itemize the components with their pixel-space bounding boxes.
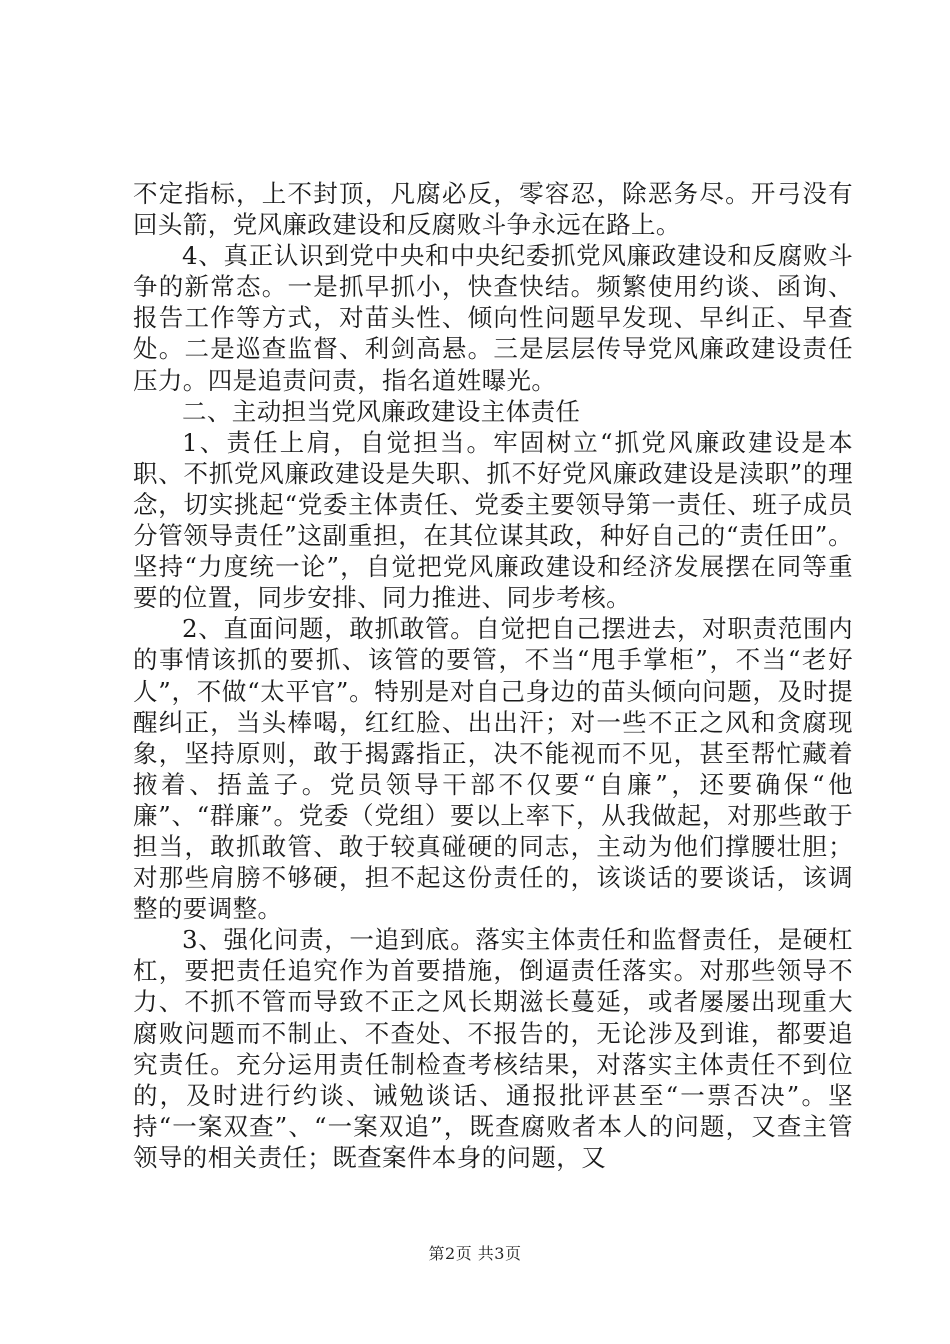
paragraph-item-1: 1、责任上肩，自觉担当。牢固树立“抓党风廉政建设是本职、不抓党风廉政建设是失职、抓不好党风廉政建设是渎职”的理念，切实挑起“党委主体责任、党委主要领导第一责任、班子成员分管领导责任”这副重担，在其位谋其政，种好自己的“责任田”。坚持“力度统一论”，自觉把党风廉政建设和经济发展摆在同等重要的位置，同步安排、同力推进、同步考核。: [133, 427, 853, 613]
paragraph-item-2: 2、直面问题，敢抓敢管。自觉把自己摆进去，对职责范围内的事情该抓的要抓、该管的要管，不当“甩手掌柜”，不当“老好人”，不做“太平官”。特别是对自己身边的苗头倾向问题，及时提醒纠正，当头棒喝，红红脸、出出汗；对一些不正之风和贪腐现象，坚持原则，敢于揭露指正，决不能视而不见，甚至帮忙藏着掖着、捂盖子。党员领导干部不仅要“自廉”，还要确保“他廉”、“群廉”。党委（党组）要以上率下，从我做起，对那些敢于担当，敢抓敢管、敢于较真碰硬的同志，主动为他们撑腰壮胆；对那些肩膀不够硬，担不起这份责任的，该谈话的要谈话，该调整的要调整。: [133, 614, 853, 924]
paragraph-item-3: 3、强化问责，一追到底。落实主体责任和监督责任，是硬杠杠，要把责任追究作为首要措施，倒逼责任落实。对那些领导不力、不抓不管而导致不正之风长期滋长蔓延，或者屡屡出现重大腐败问题而不制止、不查处、不报告的，无论涉及到谁，都要追究责任。充分运用责任制检查考核结果，对落实主体责任不到位的，及时进行约谈、诫勉谈话、通报批评甚至“一票否决”。坚持“一案双查”、“一案双追”，既查腐败者本人的问题，又查主管领导的相关责任；既查案件本身的问题，又: [133, 925, 853, 1172]
page-footer: 第2页 共3页: [428, 1244, 522, 1263]
section-heading-2: 二、主动担当党风廉政建设主体责任: [182, 396, 581, 426]
paragraph-continued: 不定指标，上不封顶，凡腐必反，零容忍，除恶务尽。开弓没有回头箭，党风廉政建设和反腐败斗争永远在路上。: [133, 179, 853, 240]
document-body: [133, 178, 853, 1173]
paragraph-item-4: 4、真正认识到党中央和中央纪委抓党风廉政建设和反腐败斗争的新常态。一是抓早抓小，快查快结。频繁使用约谈、函询、报告工作等方式，对苗头性、倾向性问题早发现、早纠正、早查处。二是巡查监督、利剑高悬。三是层层传导党风廉政建设责任压力。四是追责问责，指名道姓曝光。: [133, 241, 853, 395]
